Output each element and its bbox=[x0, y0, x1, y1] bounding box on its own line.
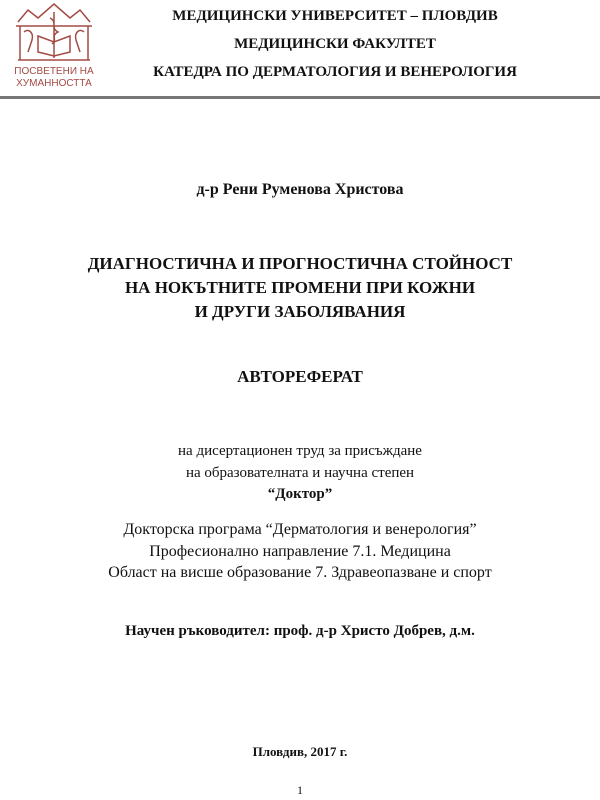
purpose-block bbox=[0, 441, 600, 506]
title-line: ДИАГНОСТИЧНА И ПРОГНОСТИЧНА СТОЙНОСТ bbox=[87, 254, 513, 273]
dissertation-title bbox=[0, 252, 600, 324]
header-divider bbox=[0, 96, 600, 99]
program-line: Професионално направление 7.1. Медицина bbox=[149, 542, 451, 560]
logo-text-line: ХУМАННОСТТА bbox=[16, 78, 92, 89]
logo-text-line: ПОСВЕТЕНИ НА bbox=[14, 66, 94, 77]
supervisor: Научен ръководител: проф. д-р Христо Добрев, д.м. bbox=[125, 623, 475, 639]
title-line: И ДРУГИ ЗАБОЛЯВАНИЯ bbox=[194, 302, 406, 321]
title-line: НА НОКЪТНИТЕ ПРОМЕНИ ПРИ КОЖНИ bbox=[124, 278, 476, 297]
university-name: МЕДИЦИНСКИ УНИВЕРСИТЕТ – ПЛОВДИВ bbox=[172, 8, 498, 24]
purpose-line: на образователната и научна степен bbox=[185, 464, 415, 481]
page-number: 1 bbox=[297, 783, 303, 797]
document-type: АВТОРЕФЕРАТ bbox=[237, 367, 363, 386]
place-year: Пловдив, 2017 г. bbox=[252, 744, 348, 759]
program-line: Област на висше образование 7. Здравеопазване и спорт bbox=[108, 564, 492, 581]
author-name: д-р Рени Руменова Христова bbox=[196, 181, 404, 198]
faculty-name: МЕДИЦИНСКИ ФАКУЛТЕТ bbox=[234, 36, 436, 52]
purpose-line: на дисертационен труд за присъждане bbox=[178, 443, 422, 459]
university-logo bbox=[8, 2, 100, 92]
department-name: КАТЕДРА ПО ДЕРМАТОЛОГИЯ И ВЕНЕРОЛОГИЯ bbox=[153, 64, 517, 80]
crest-icon bbox=[8, 2, 100, 64]
program-line: Докторска програма “Дерматология и венерология” bbox=[123, 521, 477, 538]
degree-name: “Доктор” bbox=[267, 486, 333, 502]
program-block bbox=[0, 519, 600, 584]
